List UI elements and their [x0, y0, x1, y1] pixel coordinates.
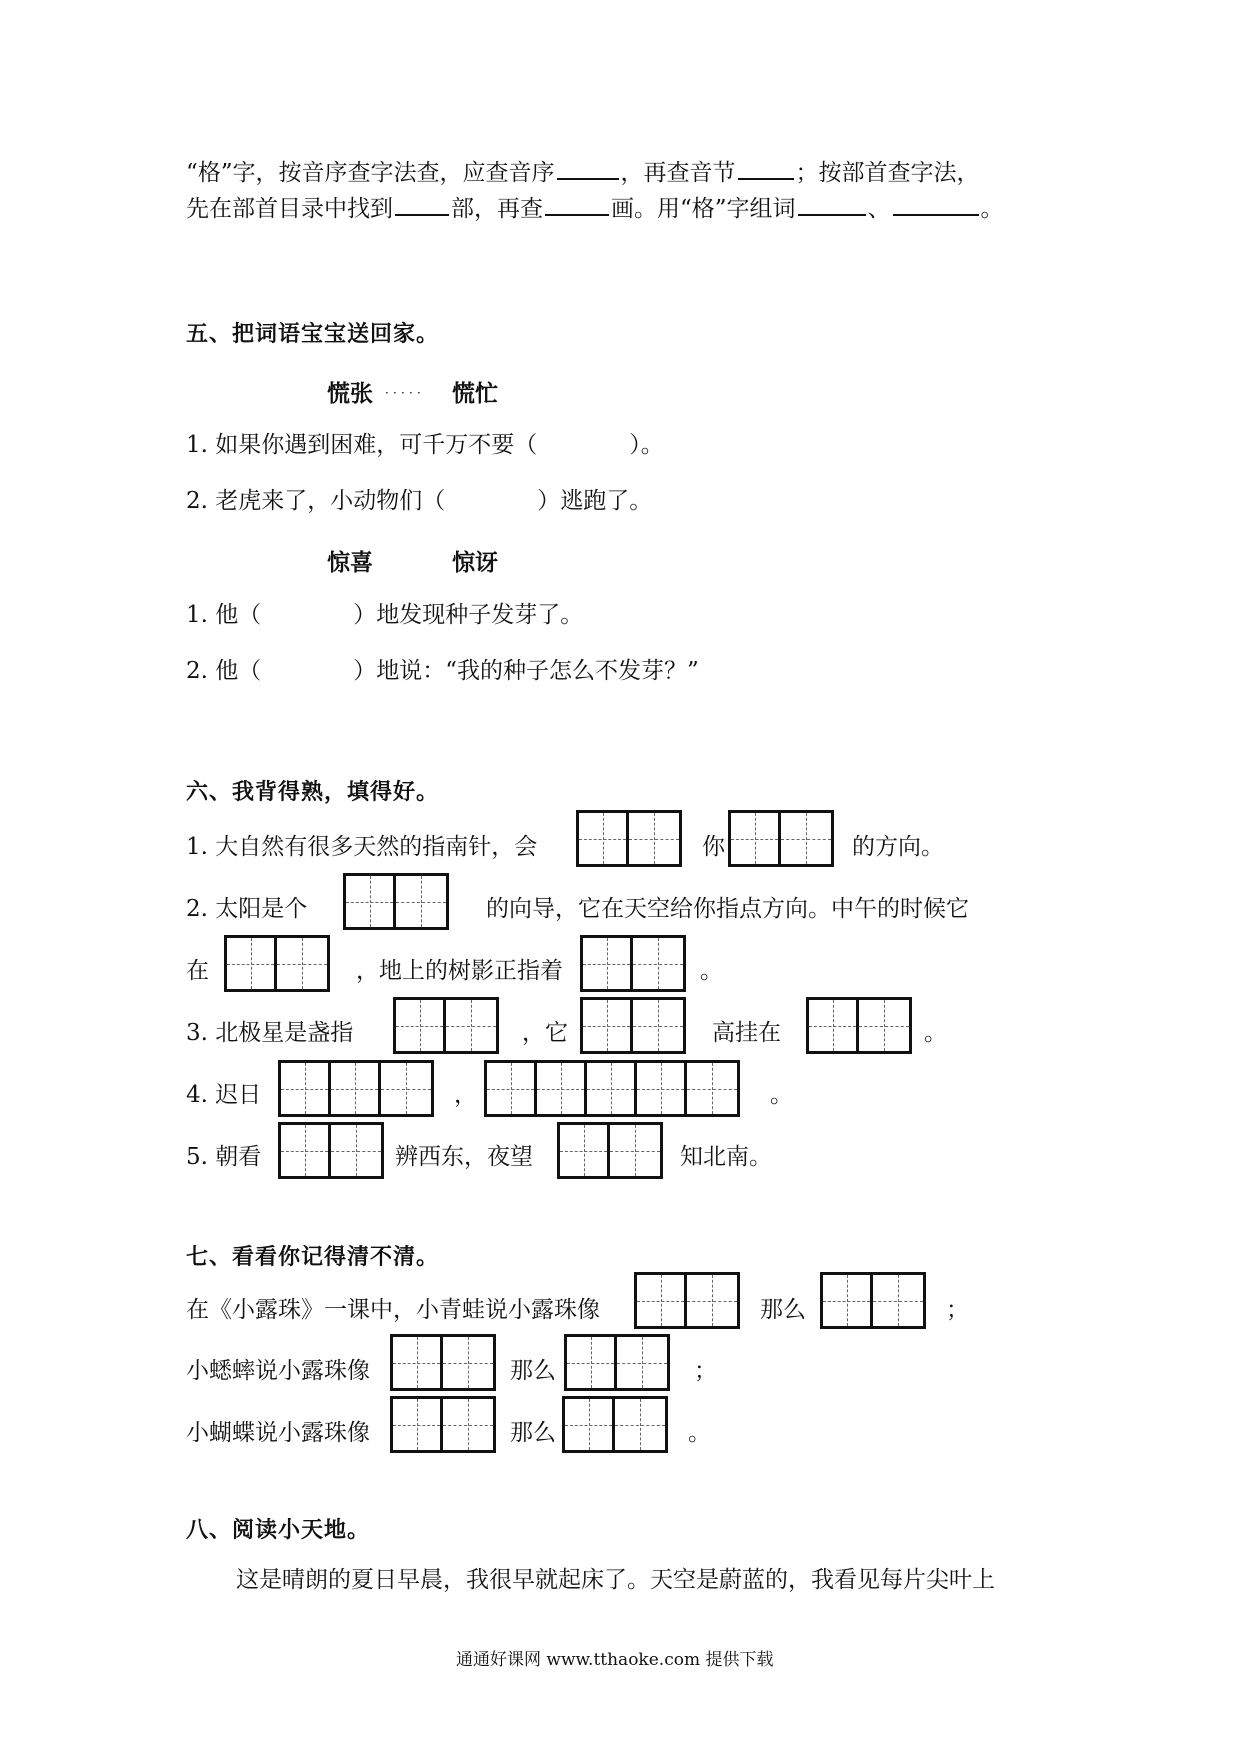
char-grid-2[interactable] [820, 1272, 926, 1329]
blank-yinxu[interactable] [557, 158, 619, 180]
blank-hua[interactable] [545, 194, 609, 216]
word-huangzhang: 慌张 [327, 380, 373, 407]
s6-line5-text-c: 。 [770, 1082, 793, 1108]
char-grid-2[interactable] [562, 1396, 668, 1453]
section4-line2: 先在部首目录中找到 部，再查 画。用“格”字组词 、 。 [186, 196, 1004, 222]
word-jingya: 惊讶 [452, 549, 498, 576]
blank-zuci-1[interactable] [798, 194, 866, 216]
s6-line1-text-a: 1. 大自然有很多天然的指南针，会 [186, 834, 538, 860]
s6-line2-text-b: 的向导，它在天空给你指点方向。中午的时候它 [486, 896, 969, 922]
blank-bushou[interactable] [395, 194, 449, 216]
section6-title: 六、我背得熟，填得好。 [186, 779, 440, 805]
s6-line1-text-c: 的方向。 [852, 834, 944, 860]
s7-line3-text-b: 那么 [510, 1420, 556, 1446]
word-huangmang: 慌忙 [452, 380, 498, 407]
s7-line3-text-a: 小蝴蝶说小露珠像 [186, 1420, 370, 1446]
char-grid-2[interactable] [576, 810, 682, 867]
char-grid-2[interactable] [393, 997, 499, 1054]
section5-title: 五、把词语宝宝送回家。 [186, 321, 440, 347]
section5-q3: 1. 他（ ）地发现种子发芽了。 [186, 602, 584, 628]
char-grid-2[interactable] [806, 997, 912, 1054]
char-grid-2[interactable] [343, 873, 449, 930]
s6-line3-text-b: ，地上的树影正指着 [356, 958, 563, 984]
blank-yinjie[interactable] [738, 158, 794, 180]
s6-line4-text-a: 3. 北极星是盏指 [186, 1020, 354, 1046]
section7-title: 七、看看你记得清不清。 [186, 1244, 440, 1270]
s7-line1-text-c: ； [946, 1297, 969, 1323]
char-grid-2[interactable] [728, 810, 834, 867]
section5-q4: 2. 他（ ）地说：“我的种子怎么不发芽？” [186, 658, 699, 684]
s7-line1-text-b: 那么 [760, 1297, 806, 1323]
page-footer: 通通好课网 www.tthaoke.com 提供下载 [456, 1650, 774, 1670]
section8-paragraph: 这是晴朗的夏日早晨，我很早就起床了。天空是蔚蓝的，我看见每片尖叶上 [236, 1567, 995, 1593]
pair1-separator: ．．．．． [385, 382, 432, 396]
char-grid-2[interactable] [580, 997, 686, 1054]
char-grid-2[interactable] [634, 1272, 740, 1329]
s7-line2-text-b: 那么 [510, 1358, 556, 1384]
char-grid-2[interactable] [224, 935, 330, 992]
section5-q2: 2. 老虎来了，小动物们（ ）逃跑了。 [186, 488, 653, 514]
s6-line5-text-b: ， [454, 1082, 477, 1108]
s6-line5-text-a: 4. 迟日 [186, 1082, 262, 1108]
s7-line2-text-a: 小蟋蟀说小露珠像 [186, 1358, 370, 1384]
char-grid-2[interactable] [564, 1334, 670, 1391]
char-grid-3[interactable] [278, 1060, 434, 1117]
char-grid-2[interactable] [278, 1122, 384, 1179]
s6-line4-text-c: 高挂在 [712, 1020, 781, 1046]
s6-line6-text-a: 5. 朝看 [186, 1144, 262, 1170]
s6-line3-text-a: 在 [186, 958, 209, 984]
section5-q1: 1. 如果你遇到困难，可千万不要（ ）。 [186, 432, 664, 458]
s6-line1-text-b: 你 [702, 834, 725, 860]
s6-line4-text-b: ，它 [522, 1020, 568, 1046]
char-grid-2[interactable] [390, 1334, 496, 1391]
s6-line3-text-c: 。 [700, 958, 723, 984]
char-grid-5[interactable] [484, 1060, 740, 1117]
char-grid-2[interactable] [390, 1396, 496, 1453]
section4-line1: “格”字，按音序查字法查，应查音序 ，再查音节 ；按部首查字法， [186, 160, 980, 186]
s6-line4-text-d: 。 [924, 1020, 947, 1046]
word-jingxi: 惊喜 [327, 549, 373, 576]
blank-zuci-2[interactable] [893, 194, 979, 216]
s6-line6-text-c: 知北南。 [680, 1144, 772, 1170]
s7-line1-text-a: 在《小露珠》一课中，小青蛙说小露珠像 [186, 1297, 600, 1323]
s6-line6-text-b: 辨西东，夜望 [395, 1144, 533, 1170]
s6-line2-text-a: 2. 太阳是个 [186, 896, 308, 922]
s7-line2-text-c: ； [694, 1358, 717, 1384]
char-grid-2[interactable] [580, 935, 686, 992]
section8-title: 八、阅读小天地。 [186, 1517, 371, 1543]
s7-line3-text-c: 。 [688, 1420, 711, 1446]
char-grid-2[interactable] [557, 1122, 663, 1179]
